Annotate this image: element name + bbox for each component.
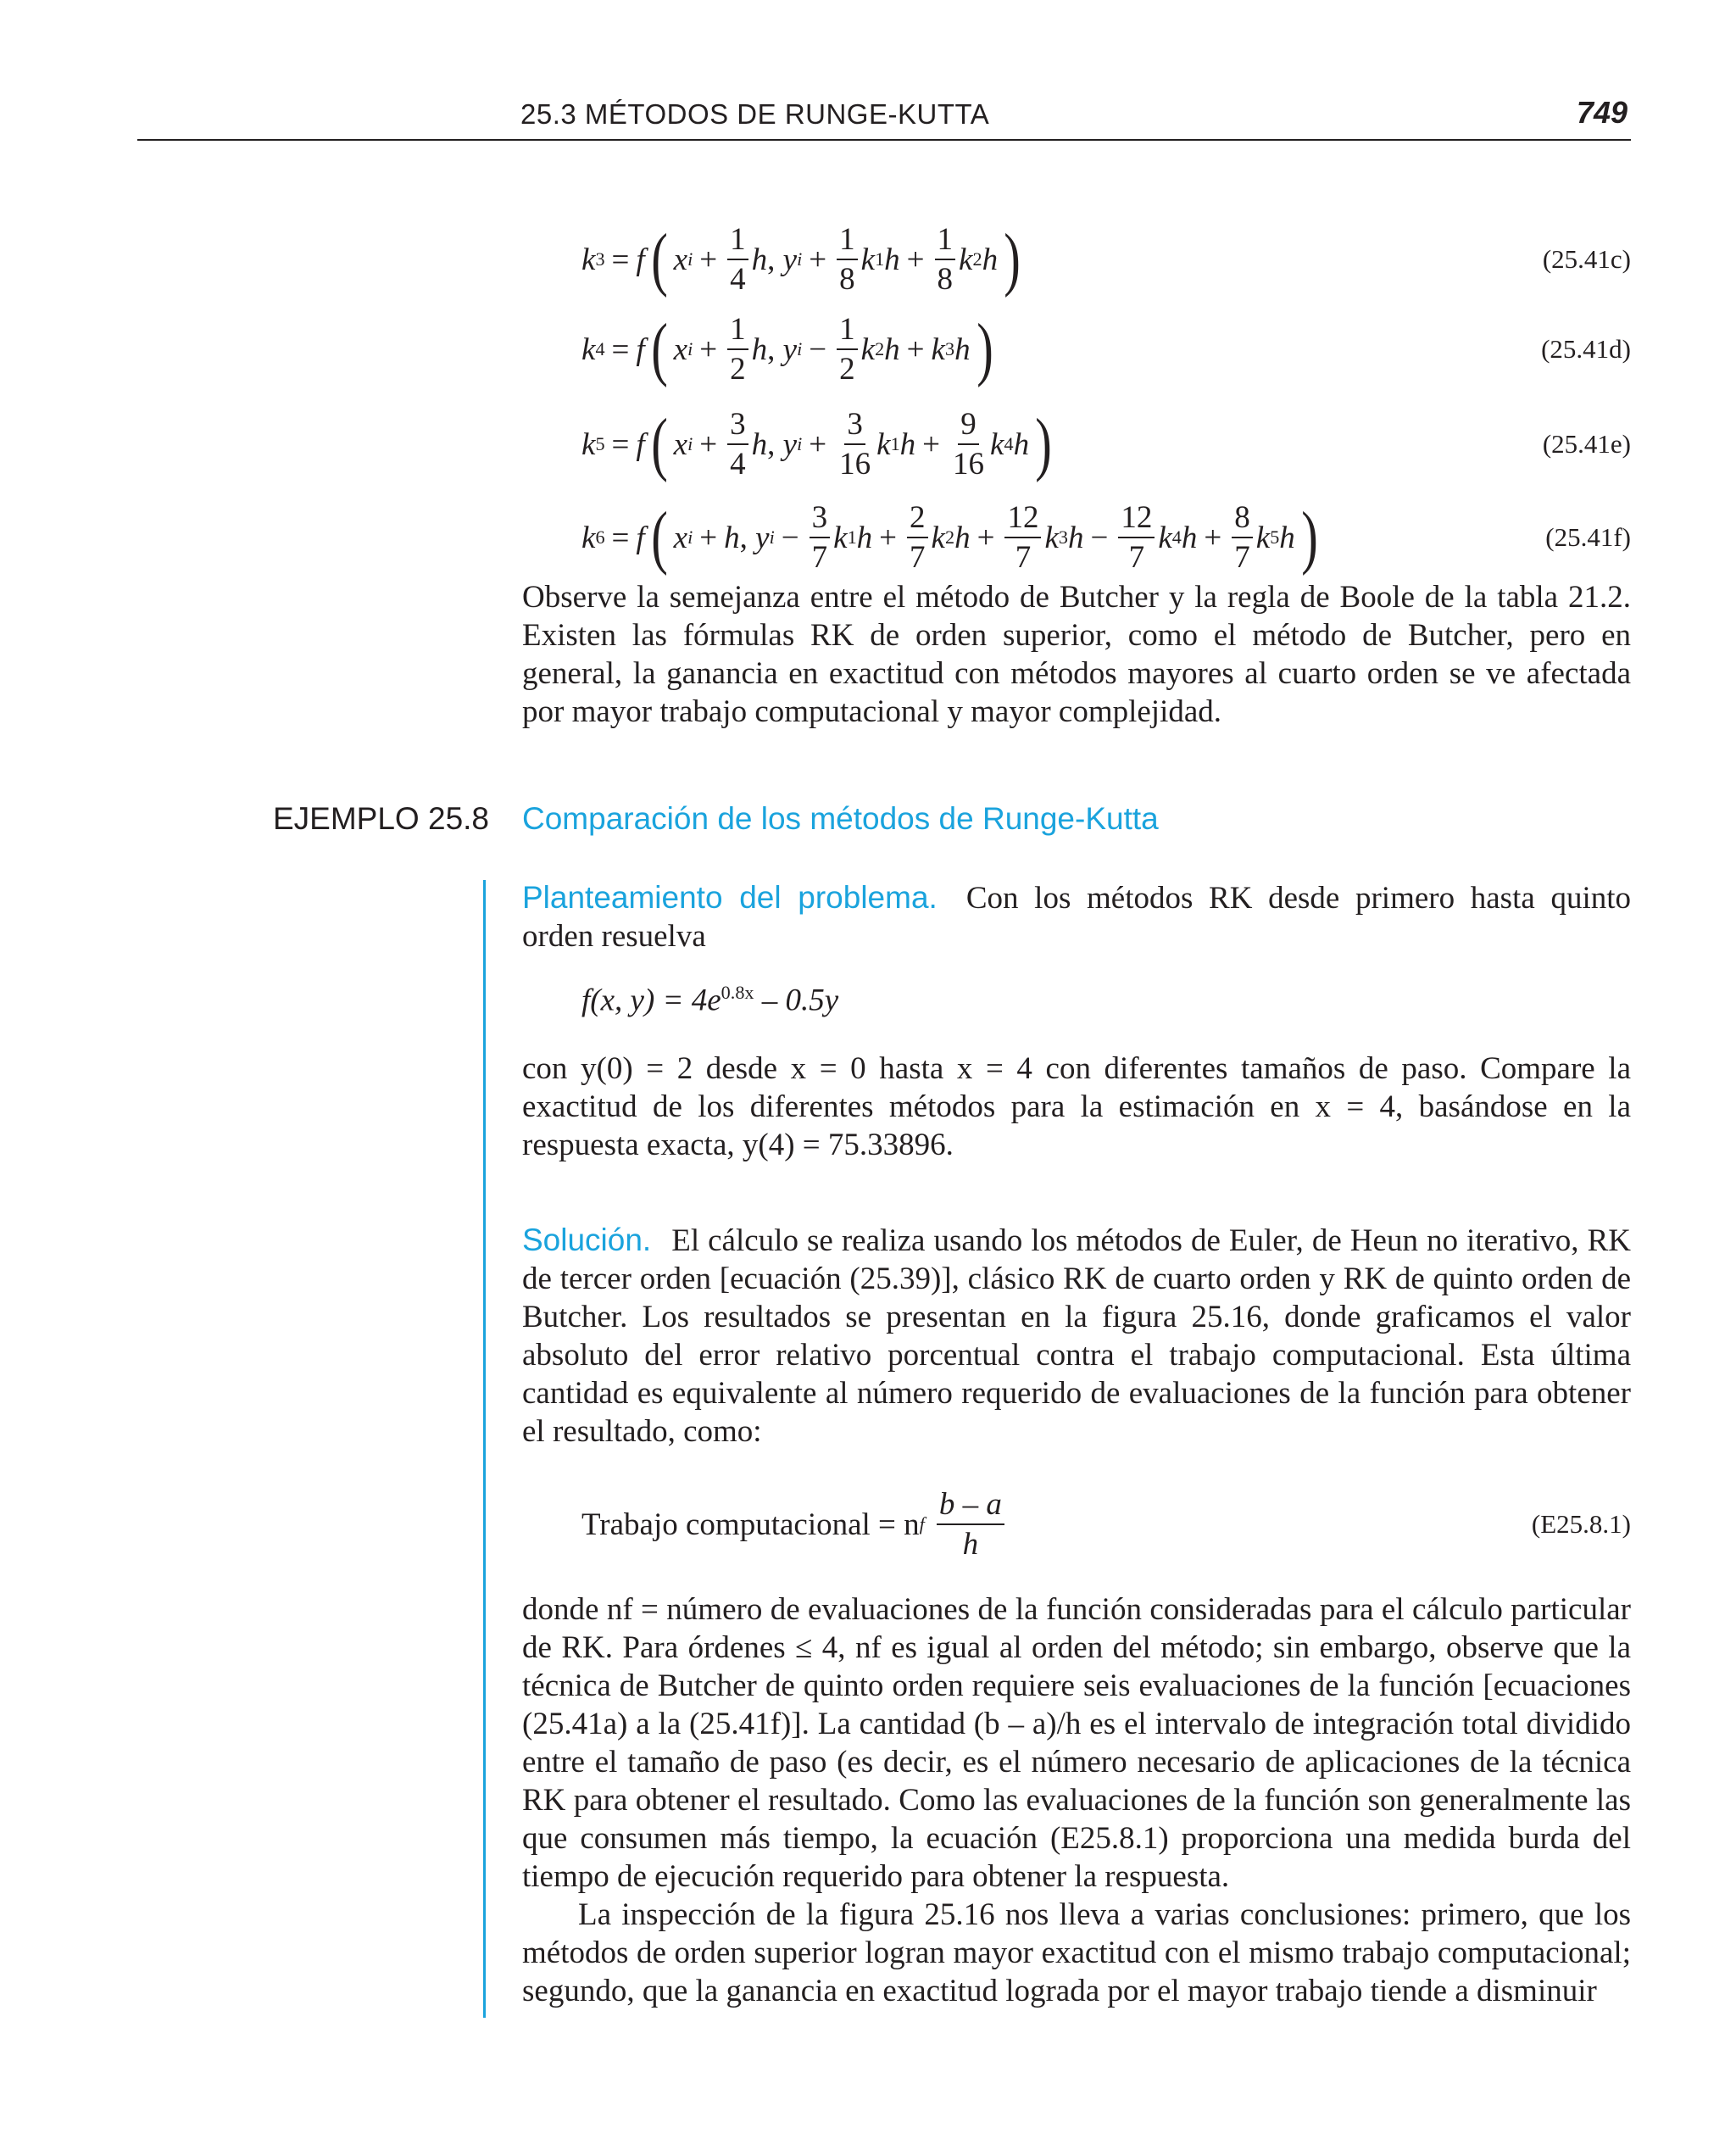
equation-number: (25.41c) (1542, 244, 1631, 274)
example-sidebar-rule (483, 880, 486, 2018)
problem-heading: Planteamiento del problema. (522, 880, 938, 915)
equation-number: (E25.8.1) (1531, 1509, 1631, 1539)
paragraph-butcher: Observe la semejanza entre el método de Butcher y la regla de Boole de la tabla 21.2. Existen las fórmulas RK de orden superior, como el método de Butcher, pero en general, la ganancia en exactitud con métodos mayores al cuarto orden se ve afectada por mayor trabajo computacional y mayor complejidad. (522, 580, 1631, 729)
problem-statement (522, 878, 1631, 955)
problem-text: Con los métodos RK desde primero hasta quinto orden resuelva (522, 881, 1631, 954)
equation-25-41e: k 5 = f ( x i + $\frac{3}{4}$ h , y i + $\frac{3}{16}$ k 1 h + $\frac{9}{16}$ k 4 h ) (25.41e) (581, 404, 1631, 483)
solution-heading: Solución. (522, 1223, 652, 1257)
equation-25-41c: k 3 = f ( x i + $\frac{1}{4}$ h , y i + $\frac{1}{8}$ k 1 h + $\frac{1}{8}$ k 2 h ) (25.41c) (581, 220, 1631, 298)
section-title: 25.3 MÉTODOS DE RUNGE-KUTTA (520, 98, 990, 130)
equation-number: (25.41e) (1542, 429, 1631, 459)
equation-25-41f: k 6 = f ( x i + h , y i − $\frac{3}{7}$ k 1 h + $\frac{2}{7}$ k 2 h + $\frac{12}{7}$ k 3 h − $\frac{12}{7}$ k 4 h + $\frac{8}{7}$ k 5 h ) (25.41f) (581, 498, 1631, 576)
solution-text: El cálculo se realiza usando los métodos de Euler, de Heun no iterativo, RK de tercer orden [ecuación (25.39)], clásico RK de cuarto orden y RK de quinto orden de Butcher. Los resultados se presentan en la figura 25.16, donde graficamos el valor absoluto del error relativo porcentual contra el trabajo computacional. Esta última cantidad es equivalente al número requerido de evaluaciones de la función para obtener el resultado, como: (522, 1223, 1631, 1449)
paragraph-conclusions: La inspección de la figura 25.16 nos lleva a varias conclusiones: primero, que los métodos de orden superior logran mayor exactitud con el mismo trabajo computacional; segundo, que la ganancia en exactitud lograda por el mayor trabajo tiende a disminuir (522, 1897, 1631, 2008)
running-header (137, 95, 1631, 141)
equation-number: (25.41d) (1541, 334, 1631, 364)
example-title: Comparación de los métodos de Runge-Kutta (522, 801, 1159, 836)
equation-25-41d: k 4 = f ( x i + $\frac{1}{2}$ h , y i − $\frac{1}{2}$ k 2 h + k 3 h ) (25.41d) (581, 309, 1631, 388)
solution (522, 1221, 1631, 1451)
page-number: 749 (1576, 95, 1628, 130)
example-label: EJEMPLO 25.8 (273, 801, 490, 836)
function-equation: f(x, $y) = 4e^{0.8x} - 0.5y$ (581, 982, 839, 1018)
problem-conditions: con y(0) = 2 desde x = 0 hasta x = 4 con diferentes tamaños de paso. Compare la exactitud de los diferentes métodos para la estimación en x = 4, basándose en la respuesta exacta, y(4) = 75.33896. (522, 1051, 1631, 1162)
equation-number: (25.41f) (1545, 522, 1631, 552)
work-equation: Trabajo computacional = n f $\frac{b - a}{h}$ (E25.8.1) (581, 1487, 1631, 1562)
paragraph-nf: donde nf = número de evaluaciones de la función consideradas para el cálculo particular de RK. Para órdenes ≤ 4, nf es igual al orden del método; sin embargo, observe que la técnica de Butcher de quinto orden requiere seis evaluaciones de la función [ecuaciones (25.41a) a la (25.41f)]. La cantidad (b – a)/h es el intervalo de integración total dividido entre el tamaño de paso (es decir, es el número necesario de aplicaciones de la técnica RK para obtener el resultado. Como las evaluaciones de la función son generalmente las que consumen más tiempo, la ecuación (E25.8.1) proporciona una medida burda del tiempo de ejecución requerido para obtener la respuesta. (522, 1592, 1631, 1894)
